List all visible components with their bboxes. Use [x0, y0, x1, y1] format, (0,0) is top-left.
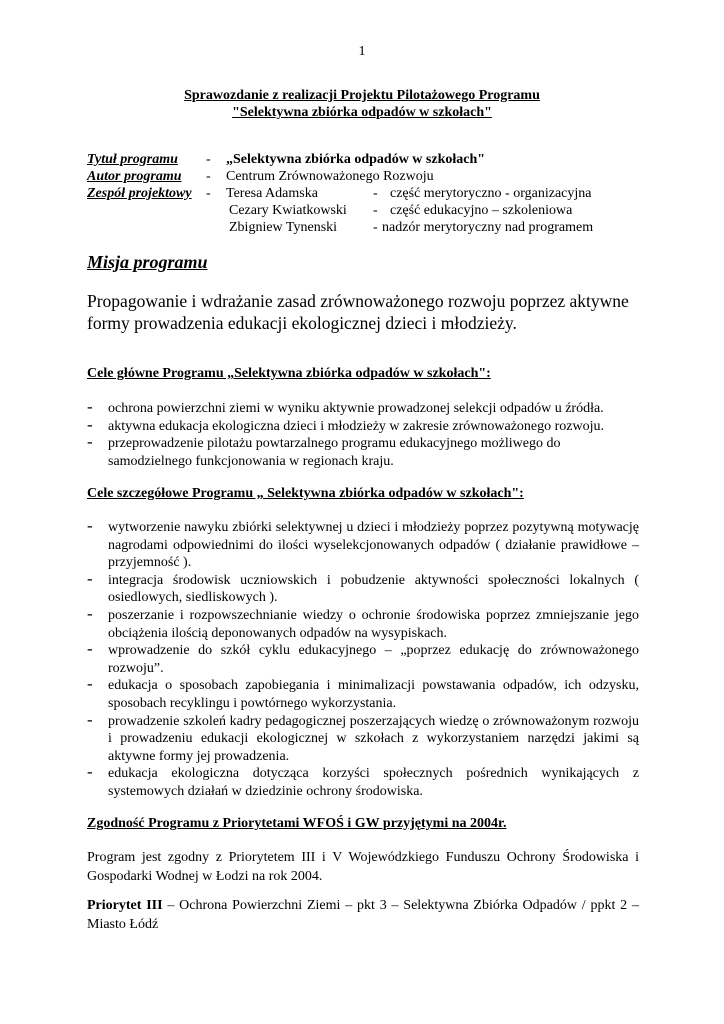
mission-text: Propagowanie i wdrażanie zasad zrównoważonego rozwoju poprzez aktywne formy prowadzenia edukacji ekologicznej dzieci i młodzieży.: [87, 291, 629, 333]
list-item: - przeprowadzenie pilotażu powtarzalnego programu edukacyjnego możliwego do samodzielnego funkcjonowania w regionach kraju.: [87, 432, 561, 469]
list-item: - ochrona powierzchni ziemi w wyniku aktywnie prowadzonej selekcji odpadów u źródła.: [87, 397, 604, 416]
list-item: - aktywna edukacja ekologiczna dzieci i młodzieży w zakresie zrównoważonego rozwoju.: [87, 414, 605, 434]
dash-bullet: -: [87, 397, 93, 416]
dash-bullet: -: [87, 568, 93, 588]
team-member-name: Zbigniew Tynenski: [229, 220, 338, 235]
list-item: - wytworzenie nawyku zbiórki selektywnej u dzieci i młodzieży poprzez pozytywną motywację nagrodami odpowiednimi do ilości wyselekcjonowanych odpadów ( działanie prawidłowe – przyjemność ).: [87, 516, 639, 571]
priority-text: – Ochrona Powierzchni Ziemi – pkt 3 – Selektywna Zbiórka Odpadów / ppkt 2 – Miasto Łódź: [87, 898, 639, 932]
team-member-dash: -: [373, 220, 378, 235]
report-title-line-1: Sprawozdanie z realizacji Projektu Pilotażowego Programu: [184, 88, 540, 103]
list-item: - prowadzenie szkoleń kadry pedagogicznej poszerzających wiedzę o zrównoważonym rozwoju i prowadzeniu edukacji ekologicznej w szkołach z wykorzystaniem narzędzi jakimi są aktywne formy jej prowadzenia.: [87, 709, 639, 764]
author-label: Autor programu: [87, 169, 182, 184]
team-label: Zespół projektowy: [87, 186, 192, 201]
dash-bullet: -: [87, 639, 93, 659]
dash-bullet: -: [87, 709, 93, 729]
report-title-line-2: "Selektywna zbiórka odpadów w szkołach": [232, 105, 492, 120]
priority-label: Priorytet III: [87, 898, 163, 913]
team-member-role: część edukacyjno – szkoleniowa: [390, 203, 573, 218]
team-member-dash: -: [373, 186, 378, 201]
list-item: - wprowadzenie do szkół cyklu edukacyjnego – „poprzez edukację do zrównoważonego rozwoju”.: [87, 639, 639, 676]
list-item: - poszerzanie i rozpowszechnianie wiedzy o ochronie środowiska poprzez zmniejszanie jego obciążenia ilością deponowanych odpadów na wysypiskach.: [87, 604, 639, 641]
team-member-role: część merytoryczno - organizacyjna: [390, 186, 592, 201]
title-dash: -: [206, 152, 211, 167]
main-goals-heading: Cele główne Programu „Selektywna zbiórka odpadów w szkołach":: [87, 366, 491, 381]
page-number: 1: [358, 44, 366, 59]
list-item: - edukacja ekologiczna dotycząca korzyści społecznych pośrednich wynikających z systemowych działań w dziedzinie ochrony środowiska.: [87, 762, 639, 799]
team-member-dash: -: [373, 203, 378, 218]
team-member-name: Teresa Adamska: [226, 186, 318, 201]
list-item: - integracja środowisk uczniowskich i pobudzenie aktywności społeczności lokalnych ( osiedlowych, siedliskowych ).: [87, 568, 639, 606]
dash-bullet: -: [87, 432, 93, 452]
compliance-heading: Zgodność Programu z Priorytetami WFOŚ i GW przyjętymi na 2004r.: [87, 816, 507, 831]
detailed-goals-heading: Cele szczegółowe Programu „ Selektywna zbiórka odpadów w szkołach":: [87, 486, 524, 501]
team-dash: -: [206, 186, 211, 201]
priority-paragraph: [87, 896, 639, 934]
dash-bullet: -: [87, 414, 93, 434]
mission-heading: Misja programu: [87, 252, 208, 272]
dash-bullet: -: [87, 604, 93, 623]
author-value: Centrum Zrównoważonego Rozwoju: [226, 169, 434, 184]
title-label: Tytuł programu: [87, 152, 178, 167]
compliance-text: Program jest zgodny z Priorytetem III i V Wojewódzkiego Funduszu Ochrony Środowiska i Gospodarki Wodnej w Łodzi na rok 2004.: [87, 850, 639, 884]
title-value: „Selektywna zbiórka odpadów w szkołach": [226, 152, 486, 167]
dash-bullet: -: [87, 516, 93, 535]
dash-bullet: -: [87, 762, 93, 782]
team-member-name: Cezary Kwiatkowski: [229, 203, 347, 218]
author-dash: -: [206, 169, 211, 184]
team-member-role: nadzór merytoryczny nad programem: [382, 220, 594, 235]
list-item: - edukacja o sposobach zapobiegania i minimalizacji powstawania odpadów, ich odzysku, sposobach recyklingu i powtórnego wykorzystania.: [87, 674, 639, 711]
dash-bullet: -: [87, 674, 93, 694]
